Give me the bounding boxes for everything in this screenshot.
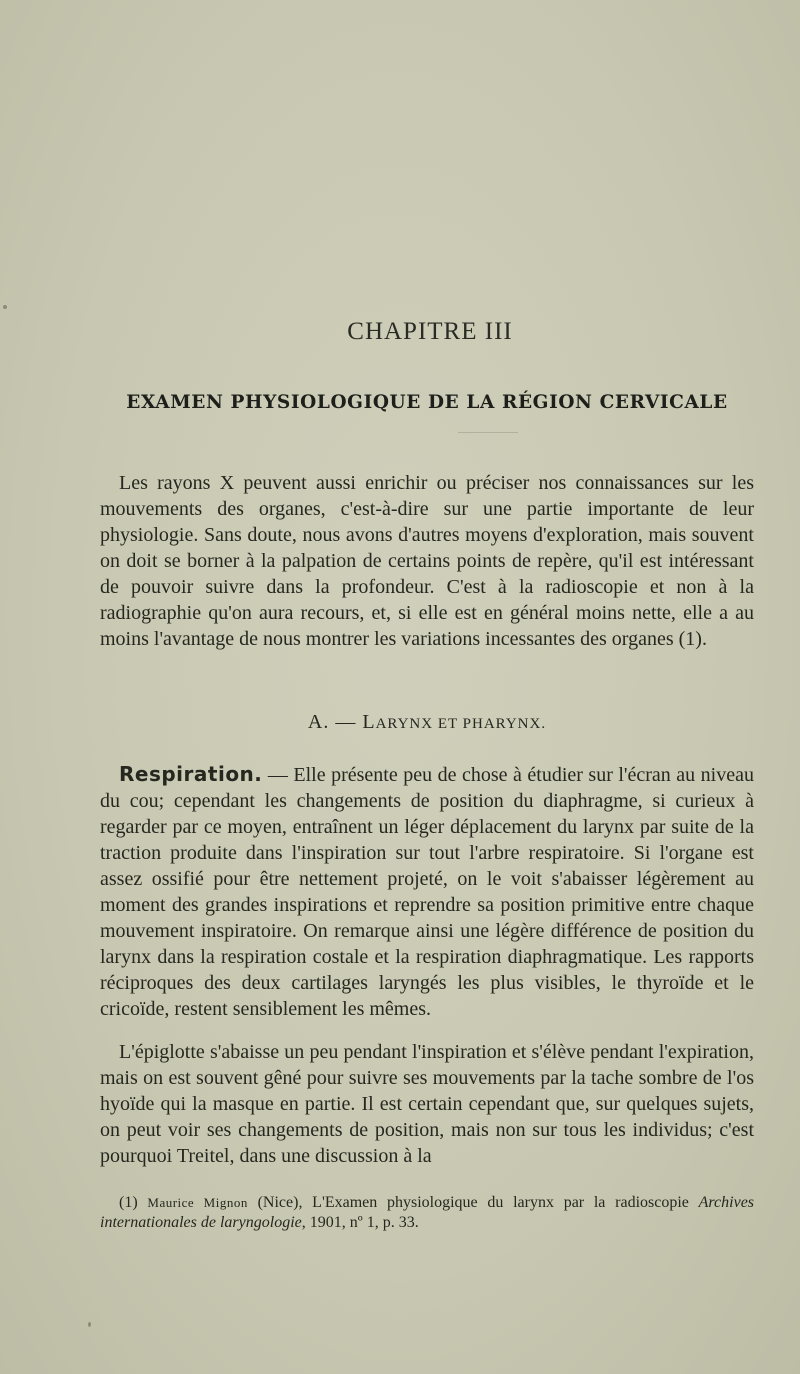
paragraph-intro: Les rayons X peuvent aussi enrichir ou préciser nos connaissances sur les mouvements des organes, c'est-à-dire sur une partie importante de leur physiologie. Sans doute, nous avons d'autres moyens d'exploration, mais souvent on doit se borner à la palpation de certains points de repère, qu'il est intéressant de pouvoir suivre dans la profondeur. C'est à la radioscopie et non à la radiographie qu'on aura recours, et, si elle est en général moins nette, elle a au moins l'avantage de nous montrer les variations incessantes des organes (1). [100,472,754,650]
paper-speck [88,1322,91,1327]
footnote-author: Maurice Mignon [147,1195,248,1210]
paragraph-respiration [100,761,754,1022]
respiration-text: — Elle présente peu de chose à étudier sur l'écran au niveau du cou; cependant les changements de position du diaphragme, si curieux à regarder par ce moyen, entraînent un léger déplacement du larynx par suite de la traction produite dans l'inspiration sur tout l'arbre respiratoire. Si l'organe est assez ossifié pour être nettement projeté, on le voit s'abaisser légèrement au moment des grandes inspirations et reprendre sa position primitive entre chaque mouvement inspiratoire. On remarque ainsi une légère différence de position du larynx dans la respiration costale et la respiration diaphragmatique. Les rapports réciproques des deux cartilages laryngés les plus visibles, le thyroïde et le cricoïde, restent sensiblement les mêmes. [100,764,754,1020]
footnote-marker: (1) [119,1194,148,1211]
footnote-journal: Archives internationales de laryngologie [100,1194,755,1231]
chapter-heading: CHAPITRE III [347,318,513,345]
paper-speck [3,305,7,309]
divider [458,432,518,433]
footnote [100,1193,754,1233]
footnote-details: , 1901, nº 1, p. 33. [301,1214,419,1231]
subsection-smallcaps: ARYNX ET PHARYNX. [375,716,547,732]
footnote-place: (Nice), L'Examen physiologique du larynx par la radioscopie [247,1194,689,1211]
respiration-lead: Respiration. [119,762,263,786]
section-title: EXAMEN PHYSIOLOGIQUE DE LA RÉGION CERVICALE [126,392,728,413]
subsection-prefix: A. — L [307,711,376,733]
paragraph-epiglotte: L'épiglotte s'abaisse un peu pendant l'inspiration et s'élève pendant l'expiration, mais on est souvent gêné pour suivre ses mouvements par la tache sombre de l'os hyoïde qui la masque en partie. Il est certain cependant que, sur quelques sujets, on peut voir ses changements de position, mais non sur tous les individus; c'est pourquoi Treitel, dans une discussion à la [100,1041,754,1167]
subsection-heading [100,711,754,734]
